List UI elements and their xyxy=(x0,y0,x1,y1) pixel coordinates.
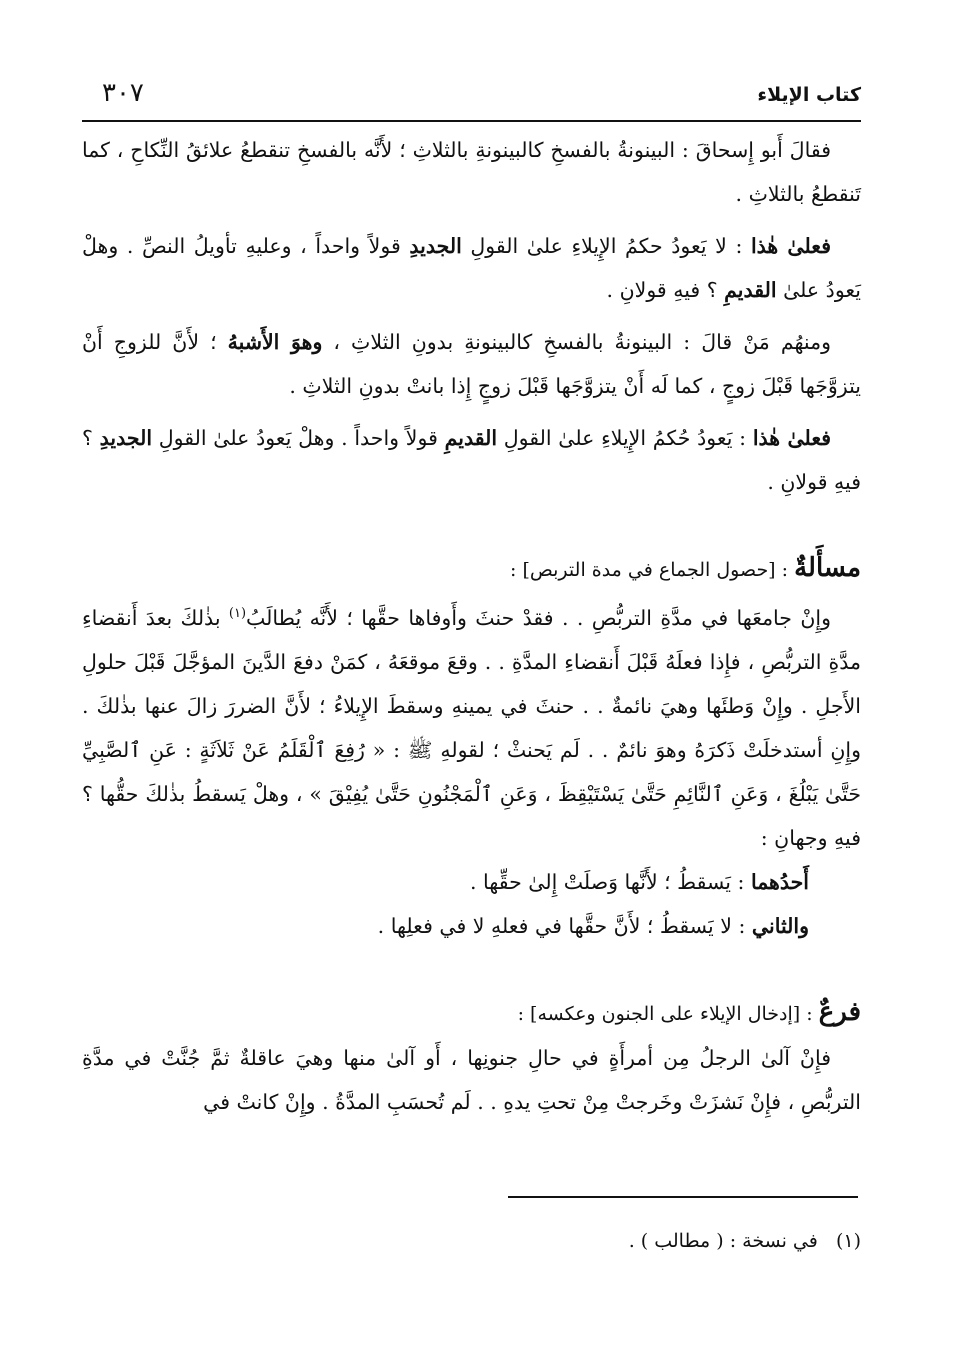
page-number: ٣٠٧ xyxy=(102,78,144,108)
section-label: فرعٌ xyxy=(818,996,861,1027)
bold-term: الجديدِ xyxy=(99,426,153,450)
text-run: ؛ لأَنَّ للزوجِ أَنْ يتزوَّجَها قَبْلَ زوجٍ ، كما لَه أَنْ يتزوَّجَها قَبْلَ زوجٍ إِذا بانتْ بدونِ الثلاثِ . xyxy=(82,330,861,398)
text-run: ومنهُم مَنْ قالَ : البينونةُ بالفسخِ كالبينونةِ بدونِ الثلاثِ ، xyxy=(322,330,831,354)
bold-term: الجديدِ xyxy=(409,234,462,258)
footnote xyxy=(629,1230,861,1252)
section-title: : [إدخال الإيلاء على الجنون وعكسه] : xyxy=(517,1002,819,1025)
text-run: قولاً واحداً . وهلْ يَعودُ علىٰ القولِ xyxy=(152,426,445,450)
text-run: ؟ فيهِ قولانِ . xyxy=(606,278,725,302)
section-title: : [حصول الجماع في مدة التربص] : xyxy=(510,559,795,581)
text-run: : لا يَعودُ حكمُ الإِيلاءِ علىٰ القولِ xyxy=(461,234,751,258)
bold-lead: فعلىٰ هٰذا xyxy=(750,234,831,258)
footnote-divider xyxy=(508,1196,858,1198)
paragraph-1: فقالَ أَبو إِسحاقَ : البينونةُ بالفسخِ كالبينونةِ بالثلاثِ ؛ لأَنَّه بالفسخِ تنقطعُ علائقُ النِّكاحِ ، كما تَنقطعُ بالثلاثِ . xyxy=(82,138,861,206)
bold-lead: والثاني xyxy=(751,913,809,938)
first-view xyxy=(82,860,861,904)
text-run: بذٰلكَ بعدَ أَنقضاءِ مدَّةِ التربُّصِ ، فإِذا فعلَهُ قَبْلَ أَنقضاءِ المدَّةِ . . وقعَ موقعَهُ ، كمَنْ دفعَ الدَّينَ المؤجَّلَ قَبْلَ حلولِ الأَجلِ . وإِنْ وَطئَها وهيَ نائمةٌ . . حنثَ في يمينهِ وسقطَ الإِيلاءُ ؛ لأَنَّ الضررَ زالَ عنها بذٰلكَ . وإِنِ أستدخلَتْ ذَكرَهُ وهوَ نائمٌ . . لَم يَحنثْ ؛ لقولهِ ﷺ : « رُفِعَ ٱلْقَلَمُ عَنْ ثَلاَثَةٍ : عَنِ ٱلصَّبِيِّ حَتَّىٰ يَبْلُغَ ، وَعَنِ ٱلنَّائِمِ حَتَّىٰ يَسْتَيْقِظَ ، وَعَنِ ٱلْمَجْنُونِ حَتَّىٰ يُفِيْقَ » ، وهلْ يَسقطُ بذٰلكَ حقُّها ؟ فيهِ وجهانِ : xyxy=(82,605,861,850)
running-title: كتاب الإيلاء xyxy=(757,84,861,106)
paragraph-4 xyxy=(82,416,861,504)
bold-term: وهوَ الأَشبهُ xyxy=(227,330,323,354)
bold-term: القديمِ xyxy=(444,426,498,450)
text-run: : لا يَسقطُ ؛ لأَنَّ حقَّها في فعلهِ لا في فعلِها . xyxy=(377,913,752,938)
text-run: قولاً واحداً ، وعليهِ تأويلُ النصِّ . وهلْ يَعودُ علىٰ xyxy=(82,234,861,302)
second-view xyxy=(82,904,861,948)
page-body xyxy=(82,128,861,1124)
section-heading-far xyxy=(82,990,861,1036)
paragraph-2 xyxy=(82,224,861,312)
section-label: مسأَلةٌ xyxy=(794,553,861,583)
bold-term: القديمِ xyxy=(724,278,777,302)
bold-lead: فعلىٰ هٰذا xyxy=(752,426,832,450)
text-run: : يَعودُ حُكمُ الإِيلاءِ علىٰ القولِ xyxy=(497,426,753,450)
bold-lead: أَحدُهما xyxy=(750,869,809,894)
text-run: ؟ فيهِ قولانِ . xyxy=(82,426,861,494)
page-header xyxy=(82,78,861,122)
footnote-marker: (١) xyxy=(835,1230,861,1252)
section-2-body: فإِنْ آلىٰ الرجلُ مِن أمرأَةٍ في حالِ جنونِها ، أَو آلىٰ منها وهيَ عاقلةٌ ثمَّ جُنَّتْ في مدَّةِ التربُّصِ ، فإِنْ نَشزَتْ وخَرجتْ مِنْ تحتِ يدهِ . . لَم تُحسَبِ المدَّةُ . وإِنْ كانتْ في xyxy=(82,1045,861,1114)
section-1-body xyxy=(82,592,861,860)
text-run: : يَسقطُ ؛ لأَنَّها وَصلَتْ إِلىٰ حقِّها . xyxy=(469,869,751,894)
section-heading-masala xyxy=(82,546,861,592)
footnote-text: في نسخة : ( مطالب ) . xyxy=(628,1230,818,1252)
text-run: وإِنْ جامعَها في مدَّةِ التربُّصِ . . فقدْ حنثَ وأَوفاها حقَّها ؛ لأَنَّه يُطالَبُ xyxy=(246,605,832,630)
footnote-reference: (١) xyxy=(228,606,247,621)
paragraph-3 xyxy=(82,320,861,408)
